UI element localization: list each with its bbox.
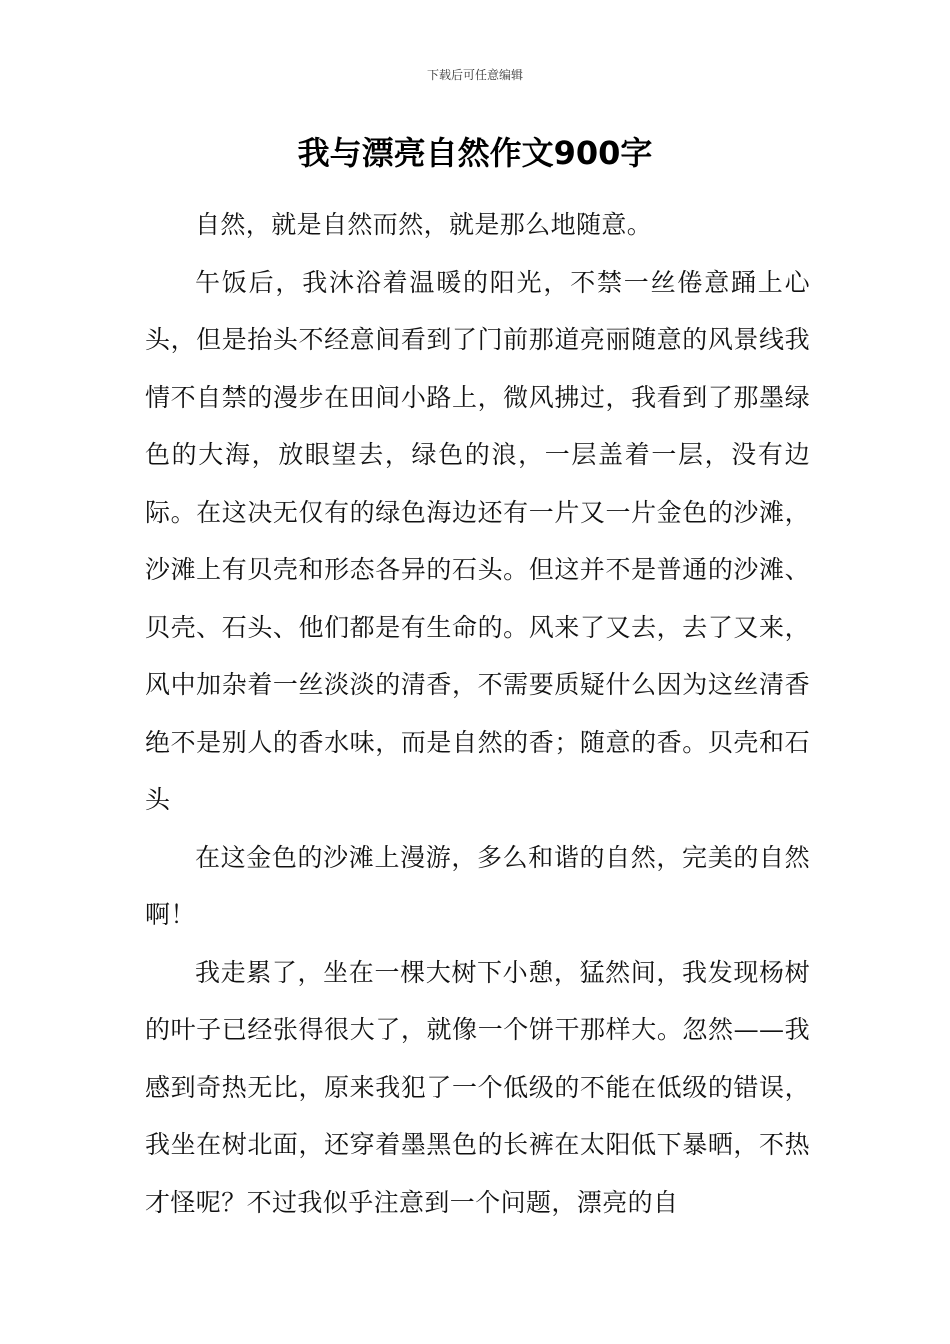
paragraph: 在这金色的沙滩上漫游，多么和谐的自然，完美的自然啊！ xyxy=(145,842,810,929)
paragraph: 自然，就是自然而然，就是那么地随意。 xyxy=(195,210,653,239)
document-body xyxy=(145,196,810,1231)
header-note: 下载后可任意编辑 xyxy=(426,68,523,82)
document-title: 我与漂亮自然作文900字 xyxy=(297,134,653,172)
paragraph: 午饭后，我沐浴着温暖的阳光，不禁一丝倦意踊上心头，但是抬头不经意间看到了门前那道亮丽随意的风景线我情不自禁的漫步在田间小路上，微风拂过，我看到了那墨绿色的大海，放眼望去，绿色的浪，一层盖着一层，没有边际。在这决无仅有的绿色海边还有一片又一片金色的沙滩，沙滩上有贝壳和形态各异的石头。但这并不是普通的沙滩、贝壳、石头、他们都是有生命的。风来了又去，去了又来，风中加杂着一丝淡淡的清香，不需要质疑什么因为这丝清香绝不是别人的香水味，而是自然的香；随意的香。贝壳和石头 xyxy=(145,267,810,814)
paragraph: 我走累了，坐在一棵大树下小憩，猛然间，我发现杨树的叶子已经张得很大了，就像一个饼干那样大。忽然——我感到奇热无比，原来我犯了一个低级的不能在低级的错误，我坐在树北面，还穿着墨黑色的长裤在太阳低下暴晒，不热才怪呢？不过我似乎注意到一个问题，漂亮的自 xyxy=(145,957,810,1217)
